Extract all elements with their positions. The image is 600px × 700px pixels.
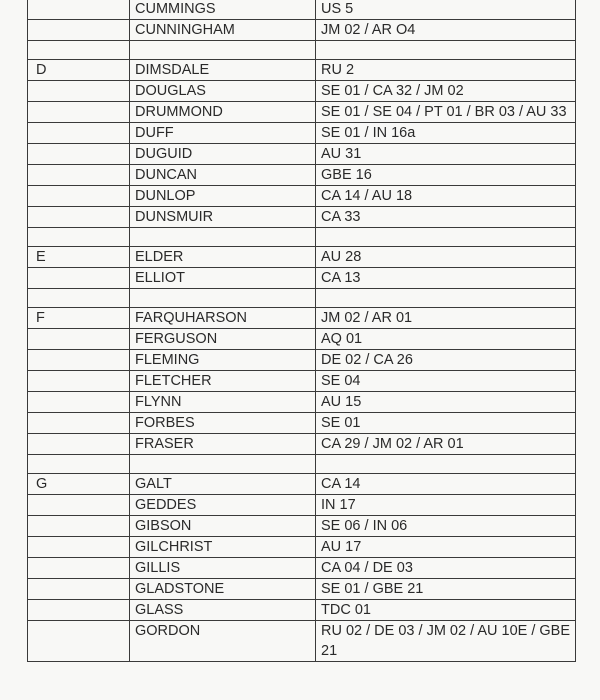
letter-cell: F <box>28 308 130 329</box>
letter-cell <box>28 20 130 41</box>
surname-cell: GILCHRIST <box>130 537 316 558</box>
spacer-row <box>28 455 576 474</box>
letter-cell <box>28 350 130 371</box>
surname-row <box>28 165 576 186</box>
letter-cell <box>28 600 130 621</box>
surname-row <box>28 0 576 20</box>
spacer-cell <box>130 455 316 474</box>
spacer-cell <box>316 228 576 247</box>
codes-cell: SE 01 / CA 32 / JM 02 <box>316 81 576 102</box>
surname-row <box>28 537 576 558</box>
codes-cell: IN 17 <box>316 495 576 516</box>
letter-cell <box>28 371 130 392</box>
letter-cell <box>28 81 130 102</box>
letter-cell: E <box>28 247 130 268</box>
surname-row <box>28 20 576 41</box>
surname-row <box>28 60 576 81</box>
letter-cell <box>28 392 130 413</box>
codes-cell: DE 02 / CA 26 <box>316 350 576 371</box>
codes-cell: SE 01 / SE 04 / PT 01 / BR 03 / AU 33 <box>316 102 576 123</box>
codes-cell: AQ 01 <box>316 329 576 350</box>
letter-cell <box>28 102 130 123</box>
surname-cell: DUFF <box>130 123 316 144</box>
surname-index-table <box>27 0 576 662</box>
surname-row <box>28 495 576 516</box>
surname-row <box>28 123 576 144</box>
spacer-row <box>28 41 576 60</box>
codes-cell: SE 06 / IN 06 <box>316 516 576 537</box>
codes-cell: AU 17 <box>316 537 576 558</box>
surname-row <box>28 329 576 350</box>
surname-cell: FLEMING <box>130 350 316 371</box>
surname-row <box>28 579 576 600</box>
surname-row <box>28 558 576 579</box>
surname-row <box>28 144 576 165</box>
letter-cell <box>28 123 130 144</box>
surname-row <box>28 371 576 392</box>
letter-cell <box>28 495 130 516</box>
letter-cell <box>28 516 130 537</box>
surname-row <box>28 186 576 207</box>
surname-cell: CUNNINGHAM <box>130 20 316 41</box>
surname-row <box>28 81 576 102</box>
surname-index-body <box>28 0 576 662</box>
codes-cell: AU 31 <box>316 144 576 165</box>
surname-row <box>28 621 576 662</box>
surname-row <box>28 350 576 371</box>
surname-row <box>28 392 576 413</box>
surname-cell: ELLIOT <box>130 268 316 289</box>
surname-cell: DIMSDALE <box>130 60 316 81</box>
letter-cell: G <box>28 474 130 495</box>
codes-cell: CA 29 / JM 02 / AR 01 <box>316 434 576 455</box>
spacer-cell <box>316 41 576 60</box>
codes-cell: CA 04 / DE 03 <box>316 558 576 579</box>
surname-cell: FLYNN <box>130 392 316 413</box>
codes-cell: SE 01 / IN 16a <box>316 123 576 144</box>
surname-cell: CUMMINGS <box>130 0 316 20</box>
spacer-cell <box>28 228 130 247</box>
spacer-cell <box>130 41 316 60</box>
letter-cell <box>28 268 130 289</box>
surname-cell: ELDER <box>130 247 316 268</box>
letter-cell <box>28 434 130 455</box>
codes-cell: CA 14 <box>316 474 576 495</box>
spacer-row <box>28 228 576 247</box>
spacer-cell <box>28 455 130 474</box>
codes-cell: SE 04 <box>316 371 576 392</box>
letter-cell <box>28 0 130 20</box>
surname-row <box>28 516 576 537</box>
codes-cell: RU 02 / DE 03 / JM 02 / AU 10E / GBE 21 <box>316 621 576 662</box>
surname-cell: GLADSTONE <box>130 579 316 600</box>
surname-cell: DUNSMUIR <box>130 207 316 228</box>
codes-cell: AU 28 <box>316 247 576 268</box>
codes-cell: CA 33 <box>316 207 576 228</box>
surname-cell: FARQUHARSON <box>130 308 316 329</box>
surname-row <box>28 308 576 329</box>
codes-cell: AU 15 <box>316 392 576 413</box>
surname-row <box>28 474 576 495</box>
surname-cell: FRASER <box>130 434 316 455</box>
surname-row <box>28 102 576 123</box>
surname-row <box>28 600 576 621</box>
spacer-cell <box>130 228 316 247</box>
surname-cell: GILLIS <box>130 558 316 579</box>
surname-cell: GIBSON <box>130 516 316 537</box>
letter-cell <box>28 413 130 434</box>
codes-cell: RU 2 <box>316 60 576 81</box>
codes-cell: GBE 16 <box>316 165 576 186</box>
surname-cell: FLETCHER <box>130 371 316 392</box>
surname-cell: DUGUID <box>130 144 316 165</box>
letter-cell <box>28 558 130 579</box>
surname-row <box>28 268 576 289</box>
surname-cell: GALT <box>130 474 316 495</box>
letter-cell <box>28 329 130 350</box>
surname-cell: DRUMMOND <box>130 102 316 123</box>
surname-cell: DUNCAN <box>130 165 316 186</box>
surname-row <box>28 207 576 228</box>
letter-cell <box>28 537 130 558</box>
surname-cell: FORBES <box>130 413 316 434</box>
letter-cell: D <box>28 60 130 81</box>
codes-cell: US 5 <box>316 0 576 20</box>
letter-cell <box>28 621 130 662</box>
surname-cell: GLASS <box>130 600 316 621</box>
spacer-cell <box>28 41 130 60</box>
surname-row <box>28 247 576 268</box>
codes-cell: SE 01 <box>316 413 576 434</box>
codes-cell: JM 02 / AR 01 <box>316 308 576 329</box>
surname-cell: GORDON <box>130 621 316 662</box>
letter-cell <box>28 186 130 207</box>
spacer-cell <box>316 455 576 474</box>
spacer-cell <box>28 289 130 308</box>
letter-cell <box>28 207 130 228</box>
codes-cell: JM 02 / AR O4 <box>316 20 576 41</box>
surname-cell: GEDDES <box>130 495 316 516</box>
surname-cell: DOUGLAS <box>130 81 316 102</box>
letter-cell <box>28 144 130 165</box>
surname-row <box>28 413 576 434</box>
codes-cell: SE 01 / GBE 21 <box>316 579 576 600</box>
surname-cell: FERGUSON <box>130 329 316 350</box>
codes-cell: TDC 01 <box>316 600 576 621</box>
codes-cell: CA 14 / AU 18 <box>316 186 576 207</box>
surname-row <box>28 434 576 455</box>
spacer-cell <box>316 289 576 308</box>
spacer-row <box>28 289 576 308</box>
codes-cell: CA 13 <box>316 268 576 289</box>
surname-cell: DUNLOP <box>130 186 316 207</box>
letter-cell <box>28 579 130 600</box>
letter-cell <box>28 165 130 186</box>
spacer-cell <box>130 289 316 308</box>
